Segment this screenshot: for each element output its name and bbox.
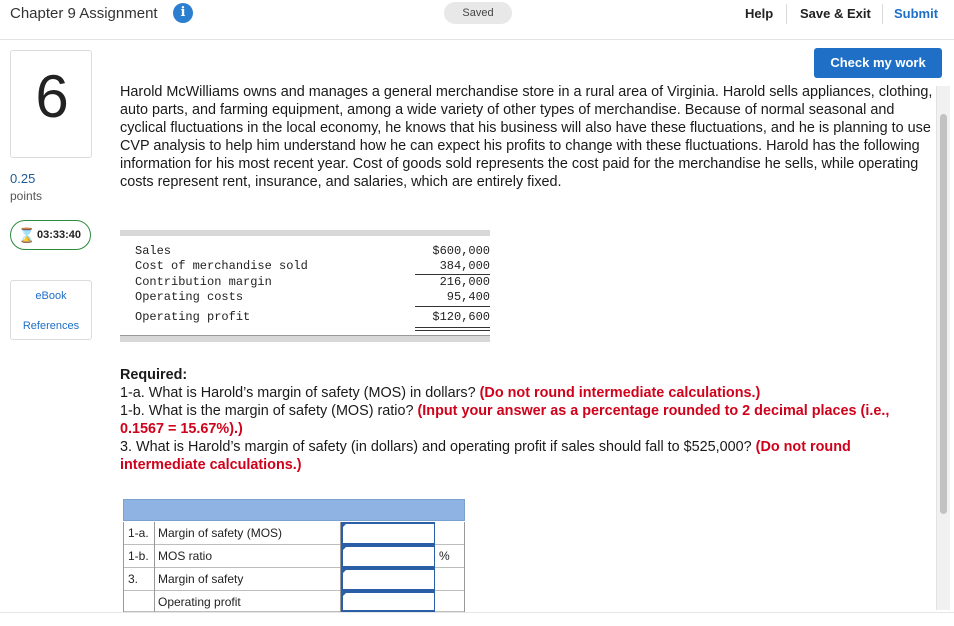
table-row	[135, 275, 490, 291]
double-underline	[415, 327, 490, 328]
divider	[882, 4, 883, 24]
references-link[interactable]: References	[22, 320, 80, 332]
answer-unit	[435, 522, 465, 545]
question-1b	[120, 402, 935, 438]
answer-unit	[435, 568, 465, 591]
divider	[786, 4, 787, 24]
question-3	[120, 438, 935, 474]
answer-number: 1-a.	[123, 522, 155, 545]
row-label: Operating costs	[135, 290, 244, 304]
row-value: 384,000	[439, 259, 490, 273]
help-link[interactable]: Help	[745, 6, 774, 21]
answer-number	[123, 591, 155, 612]
resource-links	[10, 280, 92, 340]
answer-number: 3.	[123, 568, 155, 591]
question-number-box	[10, 50, 92, 158]
top-bar	[0, 0, 954, 40]
question-1b-note: (Input your answer as a percentage rounded to 2 decimal places (i.e., 0.1567 = 15.67%).)	[120, 403, 890, 437]
row-value: 216,000	[439, 275, 490, 289]
answer-unit	[435, 591, 465, 612]
hourglass-icon: ⌛	[18, 227, 36, 243]
timer-text: 03:33:40	[37, 229, 82, 241]
row-label: Contribution margin	[135, 275, 272, 289]
table-header-band	[120, 230, 490, 236]
required-section	[120, 366, 935, 474]
scrollbar-thumb[interactable]	[940, 114, 947, 514]
mos-ratio-input[interactable]	[341, 545, 435, 568]
answer-row	[123, 591, 465, 612]
answer-row	[123, 522, 465, 545]
answer-table-header	[123, 499, 465, 521]
check-my-work-button[interactable]: Check my work	[814, 48, 942, 78]
save-exit-link[interactable]: Save & Exit	[800, 6, 871, 21]
table-footer-band	[120, 335, 490, 342]
row-value: $600,000	[432, 244, 490, 258]
timer[interactable]	[10, 220, 91, 250]
table-row	[135, 244, 490, 260]
answer-label: MOS ratio	[155, 545, 341, 568]
ebook-link[interactable]: eBook	[35, 290, 67, 302]
answer-row	[123, 545, 465, 568]
row-label: Sales	[135, 244, 172, 258]
answer-label: Margin of safety (MOS)	[155, 522, 341, 545]
question-number: 6	[35, 63, 69, 130]
table-row	[135, 310, 490, 326]
question-1a	[120, 384, 935, 402]
row-label: Cost of merchandise sold	[135, 259, 308, 273]
answer-label: Operating profit	[155, 591, 341, 612]
income-statement-table	[120, 230, 490, 342]
question-1a-note: (Do not round intermediate calculations.)	[479, 385, 761, 401]
divider	[0, 612, 954, 613]
row-value: $120,600	[432, 310, 490, 324]
row-label: Operating profit	[135, 310, 251, 324]
saved-status-badge: Saved	[444, 2, 512, 24]
answer-number: 1-b.	[123, 545, 155, 568]
answer-row	[123, 568, 465, 591]
question-text: Harold McWilliams owns and manages a general merchandise store in a rural area of Virginia. Harold sells appliances, clothing, auto parts, and farming equipment, among a wide variety of other types of merchandise. Because of normal seasonal and cyclical fluctuations in the local economy, he knows that his business will also have these fluctuations, and he is planning to use CVP analysis to help him understand how he can expect his profits to change with these fluctuations. Harold has the following information for his most recent year. Cost of goods sold represents the cost paid for the merchandise he sells, while operating costs represent rent, insurance, and salaries, which are entirely fixed.	[120, 84, 933, 190]
info-icon[interactable]: i	[173, 3, 193, 23]
double-underline	[415, 330, 490, 331]
table-row	[135, 290, 490, 306]
points-label: points	[10, 189, 43, 203]
margin-of-safety-input[interactable]	[341, 568, 435, 591]
submit-link[interactable]: Submit	[894, 6, 939, 21]
answer-label: Margin of safety	[155, 568, 341, 591]
assignment-title: Chapter 9 Assignment	[10, 5, 158, 22]
mos-dollars-input[interactable]	[341, 522, 435, 545]
underline	[415, 306, 490, 307]
question-1a-text: 1-a. What is Harold’s margin of safety (MOS) in dollars?	[120, 385, 480, 401]
row-value: 95,400	[446, 290, 490, 304]
scrollbar[interactable]	[936, 86, 950, 610]
points-value: 0.25	[10, 171, 36, 186]
required-title: Required:	[120, 367, 188, 383]
operating-profit-input[interactable]	[341, 591, 435, 612]
question-1b-text: 1-b. What is the margin of safety (MOS) ratio?	[120, 403, 418, 419]
question-3-text: 3. What is Harold’s margin of safety (in dollars) and operating profit if sales should fall to $525,000?	[120, 439, 756, 455]
answer-unit: %	[435, 545, 465, 568]
table-row	[135, 259, 490, 275]
question-3-note: (Do not round intermediate calculations.)	[120, 439, 851, 473]
